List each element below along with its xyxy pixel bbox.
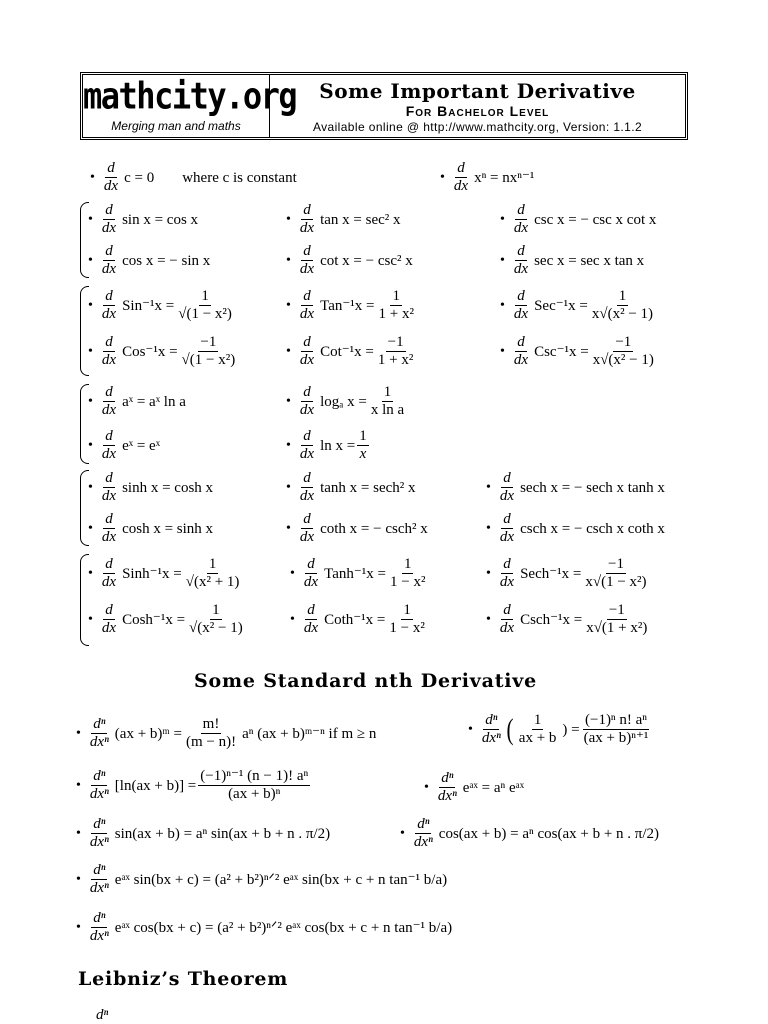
formula-note: where c is constant [182, 169, 297, 186]
nth-operator-denominator: dxⁿ [89, 786, 109, 802]
formula-exp: • $\frac{d}{dx}$ eˣ = eˣ [88, 428, 161, 462]
fraction-numerator: −1 [200, 334, 217, 350]
formula-inverse-hyperbolic: • $\frac{d}{dx}$ Sech⁻¹x = $\frac{-1}{\text{x√(1 − x²)}}$ [486, 556, 647, 590]
nth-operator-denominator: dxⁿ [413, 834, 433, 850]
formula-nth-log: • $\frac{\text{dⁿ}}{\text{dxⁿ}}$ [ln(ax + b)] = $\frac{\text{(−1)ⁿ⁻¹ (n − 1)! aⁿ}}{\text{(ax + b)ⁿ}}$ [76, 768, 309, 802]
formula-lhs: Cot⁻¹x = [320, 343, 374, 360]
bullet-icon: • [90, 169, 95, 185]
nth-operator-denominator: dxⁿ [481, 730, 501, 746]
formula-hyperbolic: • $\frac{d}{dx}$ sech x = − sech x tanh x [486, 470, 665, 504]
formula-nth-cos: • $\frac{\text{dⁿ}}{\text{dxⁿ}}$ cos(ax + b) = aⁿ cos(ax + b + n . π/2) [400, 816, 660, 850]
document-subtitle: For Bachelor Level [405, 103, 550, 119]
formula-log: • $\frac{d}{dx}$ logₐ x = $\frac{1}{\text{x ln a}}$ [286, 384, 405, 418]
formula-lhs: Csc⁻¹x = [534, 343, 589, 360]
formula-inverse-hyperbolic: • $\frac{d}{dx}$ Csch⁻¹x = $\frac{-1}{\text{x√(1 + x²)}}$ [486, 602, 648, 636]
title-block [270, 75, 685, 137]
formula-rhs: cot x = − csc² x [320, 252, 413, 269]
nth-operator-denominator: dxⁿ [89, 734, 109, 750]
formula-trig: • $\frac{d}{dx}$ cot x = − csc² x [286, 243, 413, 277]
fraction-denominator: x√(1 + x²) [586, 620, 648, 636]
formula-rhs: csch x = − csch x coth x [520, 520, 665, 537]
fraction-numerator: −1 [615, 334, 632, 350]
formula-rhs: tanh x = sech² x [320, 479, 416, 496]
fraction-denominator: √(x² − 1) [189, 620, 243, 636]
fraction-denominator: x√(1 − x²) [585, 574, 647, 590]
fraction-denominator: √(x² + 1) [185, 574, 240, 590]
formula-inverse-hyperbolic: • $\frac{d}{dx}$ Tanh⁻¹x = $\frac{1}{\text{1 − x²}}$ [290, 556, 426, 590]
formula-trig: • $\frac{d}{dx}$ sin x = cos x [88, 202, 199, 236]
formula-trig: • $\frac{d}{dx}$ tan x = sec² x [286, 202, 401, 236]
brand-block [83, 74, 297, 137]
fraction-denominator: ax + b [518, 730, 557, 746]
formula-nth-power: • $\frac{\text{dⁿ}}{\text{dxⁿ}}$ (ax + b)ᵐ = $\frac{m!}{(m - n)!}$ aⁿ (ax + b)ᵐ⁻ⁿ if m ≥ n [76, 716, 377, 750]
formula-inverse-trig: • $\frac{d}{dx}$ Tan⁻¹x = $\frac{1}{\text{1 + x²}}$ [286, 288, 414, 322]
nth-operator-denominator: dxⁿ [89, 928, 109, 944]
formula-hyperbolic: • $\frac{d}{dx}$ cosh x = sinh x [88, 511, 214, 545]
fraction-numerator: 1 [618, 288, 627, 304]
fraction-numerator: 1 [403, 602, 411, 618]
formula-lhs: Sinh⁻¹x = [122, 565, 182, 582]
formula-rhs: c = 0 [124, 169, 155, 186]
formula-lhs: Coth⁻¹x = [324, 611, 386, 628]
formula-rhs: cos(ax + b) = aⁿ cos(ax + b + n . π/2) [438, 825, 660, 842]
formula-lhs: Tanh⁻¹x = [324, 565, 386, 582]
formula-rhs: sin(ax + b) = aⁿ sin(ax + b + n . π/2) [114, 825, 331, 842]
document-header [80, 72, 688, 140]
formula-rhs: cosh x = sinh x [122, 520, 214, 537]
nth-operator-numerator: dⁿ [93, 716, 106, 732]
fraction-denominator: x√(x² − 1) [592, 352, 654, 368]
formula-trig: • $\frac{d}{dx}$ csc x = − csc x cot x [500, 202, 657, 236]
nth-operator-numerator: dⁿ [417, 816, 430, 832]
formula-inverse-trig: • $\frac{d}{dx}$ Csc⁻¹x = $\frac{-1}{\text{x√(x² − 1)}}$ [500, 334, 654, 368]
fraction-denominator: x [359, 446, 367, 462]
nth-operator-denominator: dxⁿ [437, 788, 457, 804]
formula-hyperbolic: • $\frac{d}{dx}$ csch x = − csch x coth x [486, 511, 665, 545]
formula-lhs: Cosh⁻¹x = [122, 611, 186, 628]
fraction-denominator: x ln a [370, 402, 405, 418]
formula-lhs: [ln(ax + b)] = [114, 777, 197, 794]
formula-hyperbolic: • $\frac{d}{dx}$ tanh x = sech² x [286, 470, 416, 504]
formula-hyperbolic: • $\frac{d}{dx}$ sinh x = cosh x [88, 470, 214, 504]
d-dx-operator: $\frac{d}{dx}$ [103, 160, 119, 194]
fraction-numerator: (−1)ⁿ⁻¹ (n − 1)! aⁿ [200, 768, 309, 784]
fraction-numerator: 1 [201, 288, 209, 304]
formula-rhs: cos x = − sin x [122, 252, 211, 269]
fraction-numerator: 1 [383, 384, 392, 400]
section-title-nth-derivative: Some Standard nth Derivative [194, 670, 538, 692]
fraction-numerator: 1 [359, 428, 367, 444]
fraction-denominator: 1 − x² [389, 574, 426, 590]
formula-lhs: Sec⁻¹x = [534, 297, 588, 314]
formula-nth-exp: • $\frac{\text{dⁿ}}{\text{dxⁿ}}$ eᵃˣ = aⁿ eᵃˣ [424, 770, 525, 804]
fraction-numerator: 1 [533, 712, 542, 728]
fraction-numerator: 1 [212, 602, 220, 618]
formula-rhs: csc x = − csc x cot x [534, 211, 657, 228]
formula-nth-exp-cos: • $\frac{\text{dⁿ}}{\text{dxⁿ}}$ eᵃˣ cos(bx + c) = (a² + b²)ⁿᐟ² eᵃˣ cos(bx + c + n tan⁻¹ b/a) [76, 910, 453, 944]
formula-rhs: eᵃˣ = aⁿ eᵃˣ [462, 779, 525, 796]
formula-rhs: sin x = cos x [122, 211, 199, 228]
formula-rhs: eᵃˣ sin(bx + c) = (a² + b²)ⁿᐟ² eᵃˣ sin(bx + c + n tan⁻¹ b/a) [114, 871, 448, 888]
formula-trig: • $\frac{d}{dx}$ sec x = sec x tan x [500, 243, 645, 277]
fraction-numerator: 1 [403, 556, 412, 572]
formula-inverse-hyperbolic: • $\frac{d}{dx}$ Cosh⁻¹x = $\frac{1}{\text{√(x² − 1)}}$ [88, 602, 243, 636]
fraction-numerator: 1 [208, 556, 217, 572]
fraction-numerator: m! [202, 716, 220, 732]
formula-nth-exp-sin: • $\frac{\text{dⁿ}}{\text{dxⁿ}}$ eᵃˣ sin(bx + c) = (a² + b²)ⁿᐟ² eᵃˣ sin(bx + c + n tan⁻¹ b/a) [76, 862, 448, 896]
fraction-numerator: (−1)ⁿ n! aⁿ [584, 712, 648, 728]
fraction-denominator: √(1 − x²) [181, 352, 236, 368]
formula-lhs: (ax + b)ᵐ = [114, 725, 182, 742]
formula-inverse-hyperbolic: • $\frac{d}{dx}$ Coth⁻¹x = $\frac{1}{\text{1 − x²}}$ [290, 602, 425, 636]
formula-rhs: aˣ = aˣ ln a [122, 393, 186, 410]
fraction-denominator: x√(x² − 1) [591, 306, 654, 322]
d-dx-operator: $\frac{d}{dx}$ [453, 160, 469, 194]
fraction-numerator: −1 [607, 556, 624, 572]
formula-inverse-hyperbolic: • $\frac{d}{dx}$ Sinh⁻¹x = $\frac{1}{\text{√(x² + 1)}}$ [88, 556, 240, 590]
formula-lhs: ln x = [320, 437, 356, 454]
leibniz-formula-partial: dⁿ [96, 1007, 109, 1023]
formula-rhs: sech x = − sech x tanh x [520, 479, 665, 496]
brand-logo: mathcity.org [83, 74, 297, 118]
formula-lhs: Cos⁻¹x = [122, 343, 178, 360]
formula-rhs: eᵃˣ cos(bx + c) = (a² + b²)ⁿᐟ² eᵃˣ cos(bx + c + n tan⁻¹ b/a) [114, 919, 453, 936]
formula-inverse-trig: • $\frac{d}{dx}$ Cot⁻¹x = $\frac{-1}{\text{1 + x²}}$ [286, 334, 414, 368]
formula-rhs: sinh x = cosh x [122, 479, 214, 496]
formula-power [440, 160, 534, 195]
formula-inverse-trig: • $\frac{d}{dx}$ Sin⁻¹x = $\frac{1}{\text{√(1 − x²)}}$ [88, 288, 232, 322]
formula-exp: • $\frac{d}{dx}$ aˣ = aˣ ln a [88, 384, 186, 418]
document-title: Some Important Derivative [319, 79, 636, 103]
formula-nth-reciprocal: • $\frac{\text{dⁿ}}{\text{dxⁿ}}$ ( $\frac{1}{ax + b}$ ) = $\frac{\text{(−1)ⁿ n! aⁿ}}{\text{(ax + b)ⁿ⁺¹}}$ [468, 712, 649, 746]
formula-rhs: eˣ = eˣ [122, 437, 161, 454]
formula-inverse-trig: • $\frac{d}{dx}$ Cos⁻¹x = $\frac{-1}{\text{√(1 − x²)}}$ [88, 334, 236, 368]
formula-lhs: Csch⁻¹x = [520, 611, 583, 628]
formula-lhs: Sin⁻¹x = [122, 297, 175, 314]
formula-rhs: coth x = − csch² x [320, 520, 428, 537]
fraction-denominator: (ax + b)ⁿ⁺¹ [583, 730, 649, 746]
nth-operator-numerator: dⁿ [485, 712, 498, 728]
nth-operator-numerator: dⁿ [93, 816, 106, 832]
brand-tagline: Merging man and maths [111, 119, 241, 133]
formula-trig: • $\frac{d}{dx}$ cos x = − sin x [88, 243, 211, 277]
fraction-numerator: 1 [392, 288, 400, 304]
fraction-denominator: (m − n)! [185, 734, 237, 750]
formula-lhs: Sech⁻¹x = [520, 565, 582, 582]
fraction-denominator: (ax + b)ⁿ [228, 786, 281, 802]
left-paren: ( [506, 712, 514, 746]
section-title-leibniz: Leibniz’s Theorem [78, 968, 289, 990]
fraction-denominator: √(1 − x²) [178, 306, 232, 322]
formula-rhs: sec x = sec x tan x [534, 252, 645, 269]
fraction-numerator: −1 [608, 602, 625, 618]
formula-rhs: ) = [562, 721, 580, 738]
formula-ln: • $\frac{d}{dx}$ ln x = $\frac{1}{x}$ [286, 428, 367, 462]
fraction-denominator: 1 − x² [389, 620, 425, 636]
nth-operator-numerator: dⁿ [93, 910, 106, 926]
formula-nth-sin: • $\frac{\text{dⁿ}}{\text{dxⁿ}}$ sin(ax + b) = aⁿ sin(ax + b + n . π/2) [76, 816, 331, 850]
fraction-numerator: −1 [387, 334, 404, 350]
bullet-icon: • [440, 169, 445, 185]
fraction-denominator: 1 + x² [377, 352, 414, 368]
fraction-denominator: 1 + x² [378, 306, 414, 322]
formula-rhs: aⁿ (ax + b)ᵐ⁻ⁿ if m ≥ n [242, 725, 377, 742]
formula-hyperbolic: • $\frac{d}{dx}$ coth x = − csch² x [286, 511, 428, 545]
formula-lhs: Tan⁻¹x = [320, 297, 375, 314]
nth-operator-denominator: dxⁿ [89, 834, 109, 850]
formula-inverse-trig: • $\frac{d}{dx}$ Sec⁻¹x = $\frac{1}{\text{x√(x² − 1)}}$ [500, 288, 654, 322]
nth-operator-numerator: dⁿ [441, 770, 454, 786]
availability-note: Available online @ http://www.mathcity.org, Version: 1.1.2 [312, 120, 643, 134]
formula-lhs: logₐ x = [320, 393, 367, 410]
nth-operator-denominator: dxⁿ [89, 880, 109, 896]
formula-rhs: tan x = sec² x [320, 211, 401, 228]
formula-constant [90, 160, 297, 195]
nth-operator-numerator: dⁿ [93, 862, 106, 878]
nth-operator-numerator: dⁿ [93, 768, 106, 784]
formula-rhs: xⁿ = nxⁿ⁻¹ [474, 169, 535, 186]
